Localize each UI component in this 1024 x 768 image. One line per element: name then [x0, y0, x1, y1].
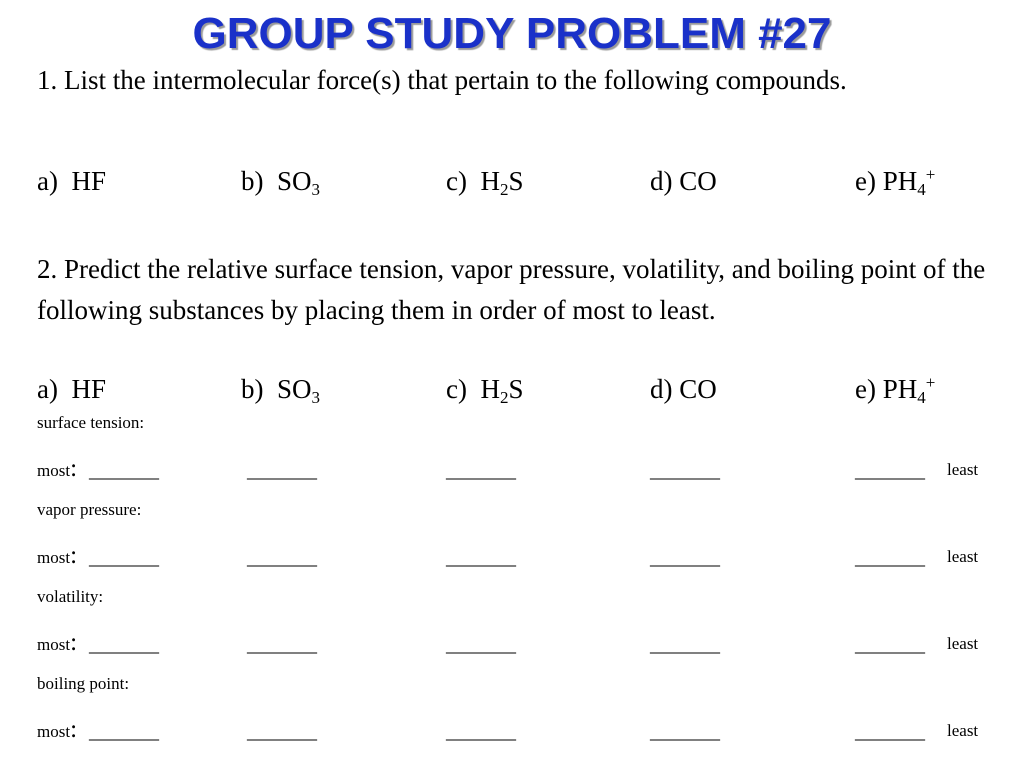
- answer-blank[interactable]: _______: [855, 721, 925, 743]
- compound-c: c) $H_2S$: [446, 374, 524, 407]
- answer-blank[interactable]: _______: [650, 460, 720, 482]
- answer-blank[interactable]: _______: [89, 460, 159, 482]
- answer-blank[interactable]: _______: [446, 460, 516, 482]
- least-label: least: [947, 634, 979, 653]
- answer-blank[interactable]: _______: [650, 634, 720, 656]
- compound-d: d) CO: [650, 374, 717, 404]
- answer-blank[interactable]: _______: [446, 547, 516, 569]
- surface-tension-answer-row: [0, 455, 1024, 484]
- answer-blank[interactable]: _______: [89, 634, 159, 656]
- boiling-point-label: boiling point:: [37, 674, 130, 693]
- compound-e: e) $PH_4^+$: [855, 165, 936, 199]
- answer-blank[interactable]: _______: [650, 721, 720, 743]
- most-label: most:: [37, 716, 78, 743]
- compound-b: b) $SO_3$: [241, 166, 321, 199]
- answer-blank[interactable]: _______: [247, 721, 317, 743]
- answer-blank[interactable]: _______: [446, 721, 516, 743]
- vapor-pressure-answer-row: [0, 542, 1024, 571]
- page-title: GROUP STUDY PROBLEM #27: [192, 9, 832, 58]
- boiling-point-answer-row: [0, 716, 1024, 745]
- compound-row-1: [0, 166, 1024, 200]
- answer-blank[interactable]: _______: [446, 634, 516, 656]
- question-1-text: 1. List the intermolecular force(s) that pertain to the following compounds.: [37, 65, 847, 95]
- most-label: most:: [37, 629, 78, 656]
- compound-e: e) $PH_4^+$: [855, 373, 936, 407]
- compound-row-2: [0, 374, 1024, 408]
- answer-blank[interactable]: _______: [855, 460, 925, 482]
- least-label: least: [947, 460, 979, 479]
- most-label: most:: [37, 542, 78, 569]
- answer-blank[interactable]: _______: [247, 634, 317, 656]
- vapor-pressure-label: vapor pressure:: [37, 500, 142, 519]
- most-label: most:: [37, 455, 78, 482]
- compound-a: a) HF: [37, 166, 106, 196]
- question-2-text: 2. Predict the relative surface tension, vapor pressure, volatility, and boiling point of the following substances by placing them in order of most to least.: [37, 254, 986, 325]
- answer-blank[interactable]: _______: [855, 634, 925, 656]
- volatility-answer-row: [0, 629, 1024, 658]
- least-label: least: [947, 721, 979, 740]
- answer-blank[interactable]: _______: [247, 460, 317, 482]
- answer-blank[interactable]: _______: [650, 547, 720, 569]
- volatility-label: volatility:: [37, 587, 104, 606]
- answer-blank[interactable]: _______: [247, 547, 317, 569]
- compound-b: b) $SO_3$: [241, 374, 321, 407]
- answer-blank[interactable]: _______: [855, 547, 925, 569]
- compound-a: a) HF: [37, 374, 106, 404]
- least-label: least: [947, 547, 979, 566]
- compound-d: d) CO: [650, 166, 717, 196]
- answer-blank[interactable]: _______: [89, 547, 159, 569]
- compound-c: c) $H_2S$: [446, 166, 524, 199]
- surface-tension-label: surface tension:: [37, 413, 145, 432]
- answer-blank[interactable]: _______: [89, 721, 159, 743]
